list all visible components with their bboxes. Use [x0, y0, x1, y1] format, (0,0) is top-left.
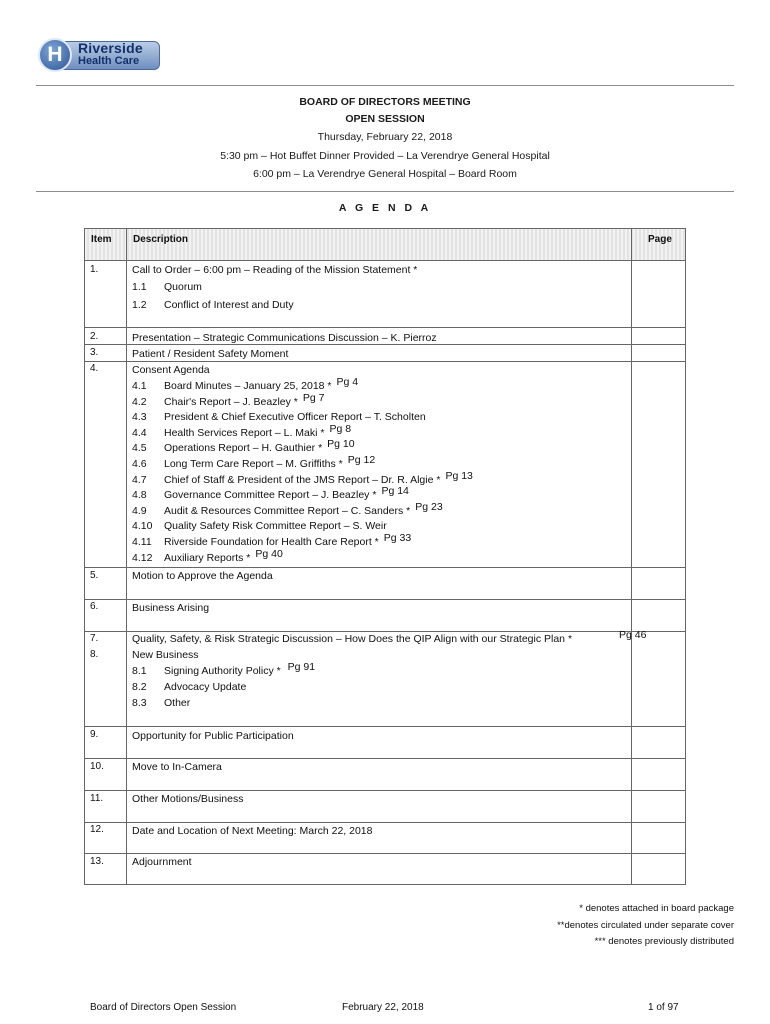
item-description: Opportunity for Public Participation — [132, 730, 294, 742]
item-number: 4. — [90, 363, 99, 374]
row-divider — [85, 567, 685, 568]
consent-sub-item — [132, 391, 325, 408]
top-divider — [36, 85, 734, 86]
column-header-page: Page — [648, 234, 672, 245]
consent-sub-item — [132, 454, 376, 470]
column-header-item: Item — [91, 234, 112, 245]
page-reference: Pg 4 — [336, 376, 359, 388]
consent-sub-item — [132, 547, 283, 564]
item-description: Motion to Approve the Agenda — [132, 570, 273, 582]
item-number: 8. — [90, 649, 99, 660]
page-reference: Pg 10 — [327, 438, 355, 451]
sub-item-number: 8.3 — [132, 697, 147, 709]
sub-item-number: 1.1 — [132, 281, 147, 293]
item-description: Date and Location of Next Meeting: March 22, 2018 — [132, 825, 373, 837]
sub-item-text: Operations Report – H. Gauthier * — [164, 442, 323, 455]
row-divider — [85, 822, 685, 823]
row-divider — [85, 599, 685, 600]
consent-sub-item — [132, 520, 387, 532]
page-reference: Pg 12 — [347, 454, 376, 466]
item-number: 7. — [90, 633, 99, 644]
sub-item — [132, 661, 316, 677]
consent-sub-item — [132, 500, 443, 517]
page-reference: Pg 40 — [255, 547, 283, 560]
item-number: 6. — [90, 601, 99, 612]
item-description: New Business — [132, 649, 199, 661]
sub-item-text: Conflict of Interest and Duty — [164, 299, 294, 311]
column-header-description: Description — [133, 234, 189, 245]
agenda-heading: A G E N D A — [338, 202, 432, 214]
consent-sub-item — [132, 485, 409, 502]
sub-item-text: Quality Safety Risk Committee Report – S. Weir — [164, 520, 387, 533]
item-number: 10. — [90, 761, 104, 772]
row-divider — [85, 344, 685, 345]
consent-sub-item — [132, 376, 359, 392]
sub-item-number: 4.5 — [132, 442, 147, 455]
row-divider — [85, 853, 685, 854]
item-number: 13. — [90, 856, 104, 867]
row-divider — [85, 361, 685, 362]
item-description: Adjournment — [132, 856, 192, 868]
sub-item-number: 4.1 — [132, 380, 147, 392]
dinner-line: 5:30 pm – Hot Buffet Dinner Provided – La Verendrye General Hospital — [220, 150, 550, 162]
header-divider — [36, 191, 734, 192]
sub-item-text: Quorum — [164, 281, 202, 293]
page-reference: Pg 91 — [287, 661, 316, 673]
item-number: 9. — [90, 729, 99, 740]
row-divider — [85, 758, 685, 759]
sub-item-number: 4.7 — [132, 473, 147, 486]
meeting-date: Thursday, February 22, 2018 — [317, 131, 453, 143]
legend-note-separate-cover: **denotes circulated under separate cover — [557, 920, 734, 931]
logo-text-health-care: Health Care — [78, 55, 140, 67]
session-title: OPEN SESSION — [345, 113, 425, 125]
item-number: 3. — [90, 347, 99, 358]
legend-note-previously-distributed: *** denotes previously distributed — [594, 936, 734, 947]
page-reference: Pg 23 — [415, 500, 443, 513]
consent-sub-item — [132, 411, 426, 423]
sub-item-text: President & Chief Executive Officer Report – T. Scholten — [164, 411, 426, 424]
row-divider — [85, 790, 685, 791]
page-reference: Pg 14 — [381, 485, 409, 498]
sub-item-number: 8.1 — [132, 665, 147, 677]
item-number: 2. — [90, 331, 99, 342]
sub-item — [132, 281, 202, 293]
sub-item-number: 4.12 — [132, 551, 153, 564]
sub-item-text: Long Term Care Report – M. Griffiths * — [164, 458, 343, 470]
consent-sub-item — [132, 438, 355, 455]
riverside-logo — [38, 38, 162, 72]
footer-date: February 22, 2018 — [342, 1002, 424, 1013]
item-description: Patient / Resident Safety Moment — [132, 348, 289, 360]
sub-item-number: 4.8 — [132, 489, 147, 502]
logo-h-badge: H — [38, 38, 72, 72]
sub-item-text: Governance Committee Report – J. Beazley * — [164, 489, 377, 502]
item-number: 12. — [90, 824, 104, 835]
meeting-time-location: 6:00 pm – La Verendrye General Hospital – Board Room — [253, 168, 517, 180]
page-reference: Pg 8 — [329, 422, 352, 435]
item-number: 1. — [90, 264, 99, 275]
sub-item-text: Other — [164, 697, 191, 709]
item-description: Consent Agenda — [132, 364, 210, 376]
item-description: Presentation – Strategic Communications Discussion – K. Pierroz — [132, 332, 437, 344]
page-reference: Pg 33 — [383, 532, 412, 544]
sub-item-number: 4.3 — [132, 411, 147, 424]
page-reference: Pg 13 — [445, 469, 473, 482]
item-description: Quality, Safety, & Risk Strategic Discussion – How Does the QIP Align with our Strategic Plan * — [132, 633, 573, 645]
sub-item-number: 8.2 — [132, 681, 147, 693]
sub-item — [132, 697, 190, 709]
item-description: Call to Order – 6:00 pm – Reading of the Mission Statement * — [132, 264, 418, 276]
item-number: 5. — [90, 570, 99, 581]
consent-sub-item — [132, 422, 352, 439]
legend-note-attached: * denotes attached in board package — [579, 903, 734, 914]
sub-item-text: Chief of Staff & President of the JMS Report – Dr. R. Algie * — [164, 473, 441, 486]
sub-item-text: Advocacy Update — [164, 681, 247, 693]
row-divider — [85, 327, 685, 328]
item-description: Business Arising — [132, 602, 210, 614]
sub-item-number: 4.11 — [132, 536, 152, 548]
item-number: 11. — [90, 793, 104, 804]
sub-item-number: 4.2 — [132, 395, 147, 408]
sub-item — [132, 681, 246, 693]
page-reference: Pg 46 — [619, 629, 647, 641]
sub-item-number: 4.4 — [132, 426, 147, 439]
item-description: Other Motions/Business — [132, 793, 244, 805]
sub-item-number: 4.6 — [132, 458, 147, 470]
sub-item-text: Auxiliary Reports * — [164, 551, 251, 564]
footer-page-number: 1 of 97 — [648, 1002, 679, 1013]
sub-item-text: Health Services Report – L. Maki * — [164, 426, 325, 439]
sub-item-text: Chair's Report – J. Beazley * — [164, 395, 298, 408]
consent-sub-item — [132, 532, 412, 548]
consent-sub-item — [132, 469, 473, 486]
row-divider — [85, 631, 685, 632]
meeting-title: BOARD OF DIRECTORS MEETING — [299, 96, 471, 108]
sub-item-text: Signing Authority Policy * — [164, 665, 281, 677]
sub-item-text: Board Minutes – January 25, 2018 * — [164, 380, 332, 392]
logo-text-riverside: Riverside — [78, 40, 143, 56]
sub-item-number: 4.10 — [132, 520, 153, 533]
sub-item-number: 4.9 — [132, 504, 147, 517]
item-description: Move to In-Camera — [132, 761, 222, 773]
sub-item — [132, 299, 294, 311]
row-divider — [85, 260, 685, 261]
row-divider — [85, 726, 685, 727]
sub-item-text: Riverside Foundation for Health Care Report * — [164, 536, 379, 548]
sub-item-text: Audit & Resources Committee Report – C. Sanders * — [164, 504, 411, 517]
sub-item-number: 1.2 — [132, 299, 147, 311]
footer-document-name: Board of Directors Open Session — [90, 1002, 237, 1013]
page-reference: Pg 7 — [302, 391, 325, 404]
